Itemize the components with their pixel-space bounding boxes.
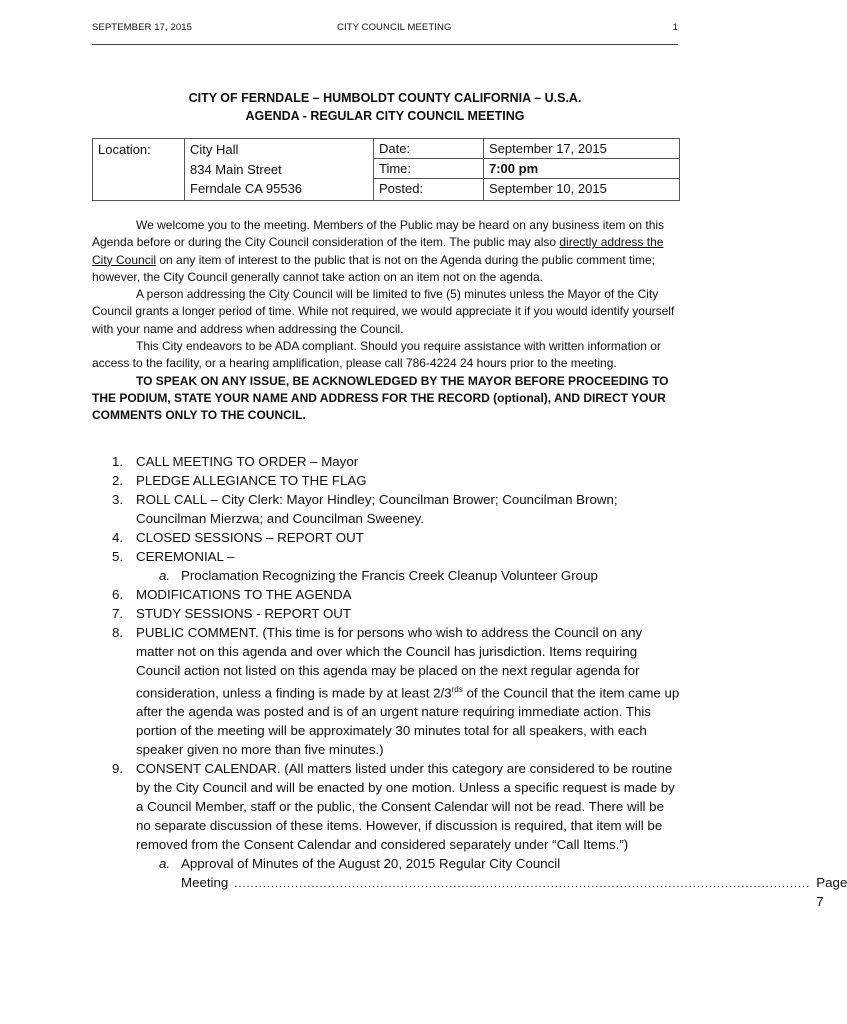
agenda-item-text: STUDY SESSIONS - REPORT OUT xyxy=(136,606,352,621)
agenda-item-number: 2. xyxy=(112,473,124,488)
agenda-item-number: 3. xyxy=(112,492,124,507)
header-divider xyxy=(92,44,678,45)
intro-paragraph-welcome xyxy=(92,217,682,286)
agenda-item-text: PLEDGE ALLEGIANCE TO THE FLAG xyxy=(136,473,367,488)
agenda-item-number: 6. xyxy=(112,587,124,602)
agenda-item-superscript: rds xyxy=(451,685,463,694)
location-value xyxy=(185,139,374,201)
agenda-item-text: CALL MEETING TO ORDER – Mayor xyxy=(136,454,359,469)
intro-paragraph-time-limit: A person addressing the City Council will be limited to five (5) minutes unless the Mayor of the City Council grants a longer period of time. While not required, we would appreciate it if you would identify yourself with your name and address when addressing the Council. xyxy=(92,287,675,336)
agenda-item-number: 5. xyxy=(112,549,124,564)
agenda-item xyxy=(92,759,682,854)
agenda-item-number: 4. xyxy=(112,530,124,545)
info-values xyxy=(484,139,680,201)
location-line: 834 Main Street xyxy=(190,161,282,177)
agenda-item-number: 9. xyxy=(112,761,124,777)
agenda-item xyxy=(92,471,682,490)
intro-paragraph-speaking-rules: TO SPEAK ON ANY ISSUE, BE ACKNOWLEDGED BY THE MAYOR BEFORE PROCEEDING TO THE PODIUM, STATE YOUR NAME AND ADDRESS FOR THE RECORD (optional), AND DIRECT YOUR COMMENTS ONLY TO THE COUNCIL. xyxy=(92,373,669,423)
agenda-item-number: 8. xyxy=(112,625,124,640)
agenda-subitem-leader-line xyxy=(181,873,847,911)
agenda-item-text: CEREMONIAL – xyxy=(136,549,235,564)
agenda-item xyxy=(92,604,682,623)
intro-text: We welcome you to the meeting. Members of the Public may be heard on any business item on this Agenda before or during the City Council consideration of the item. The public may also xyxy=(92,218,665,250)
agenda-item-number: 1. xyxy=(112,454,124,469)
agenda-list xyxy=(92,452,847,911)
agenda-item xyxy=(92,528,682,547)
agenda-subitem xyxy=(92,566,682,585)
agenda-subitem-text: Meeting xyxy=(181,875,229,891)
agenda-item-number: 7. xyxy=(112,606,124,621)
date-label: Date: xyxy=(374,139,483,159)
page-header xyxy=(92,22,678,36)
agenda-subitem xyxy=(92,854,847,911)
info-labels xyxy=(374,139,484,201)
page-reference: Page 7 xyxy=(816,875,847,910)
header-page-number: 1 xyxy=(672,22,678,33)
agenda-item xyxy=(92,547,682,566)
agenda-item-text: of the Council that the item came up after the agenda was posted and is of an urgent nature requiring immediate action. This portion of the meeting will be approximately 30 minutes total for all speakers, with each speaker given no more than five minutes.) xyxy=(136,685,680,758)
agenda-item xyxy=(92,490,682,528)
agenda-item-text: CONSENT CALENDAR. (All matters listed under this category are considered to be routine by the City Council and will be enacted by one motion. Unless a specific request is made by a Council Member, staff or the public, the Consent Calendar will not be read. There will be no separate discussion of these items. However, if discussion is required, that item will be removed from the Consent Calendar and considered separately under “Call Items.”) xyxy=(136,761,675,853)
agenda-item-text: CLOSED SESSIONS – REPORT OUT xyxy=(136,530,364,545)
agenda-subitem-text: Approval of Minutes of the August 20, 2015 Regular City Council xyxy=(181,856,561,872)
agenda-item-text: PUBLIC COMMENT. (This time is for persons who wish to address the Council on any matter not on this agenda and over which the Council has jurisdiction. Items requiring Council action not listed on this agenda may be placed on the next regular agenda for consideration, unless a finding is made by at least 2/3 xyxy=(136,625,643,701)
document-title: CITY OF FERNDALE – HUMBOLDT COUNTY CALIFORNIA – U.S.A. xyxy=(188,91,582,105)
intro-section xyxy=(92,217,682,425)
meeting-info-table xyxy=(92,138,680,201)
document-subtitle: AGENDA - REGULAR CITY COUNCIL MEETING xyxy=(245,109,525,123)
intro-underlined-text: directly address the City Council xyxy=(92,235,664,267)
date-value: September 17, 2015 xyxy=(484,139,679,159)
agenda-subitem-letter: a. xyxy=(159,568,171,583)
time-value: 7:00 pm xyxy=(484,159,679,179)
posted-value: September 10, 2015 xyxy=(489,181,607,196)
location-line: City Hall xyxy=(190,142,239,157)
agenda-item-text: MODIFICATIONS TO THE AGENDA xyxy=(136,587,352,602)
location-label: Location: xyxy=(93,139,185,201)
agenda-subitem-letter: a. xyxy=(159,856,171,872)
agenda-item-text: ROLL CALL – City Clerk: Mayor Hindley; Councilman Brower; Councilman Brown; Councilman Mierzwa; and Councilman Sweeney. xyxy=(136,492,618,526)
leader-dots: .............................................................................................................................................. xyxy=(234,878,811,891)
intro-text: on any item of interest to the public that is not on the Agenda during the public comment time; however, the City Council generally cannot take action on an item not on the agenda. xyxy=(92,252,655,284)
agenda-subitem-text: Proclamation Recognizing the Francis Creek Cleanup Volunteer Group xyxy=(181,568,598,583)
time-label: Time: xyxy=(374,159,483,179)
header-title: CITY COUNCIL MEETING xyxy=(337,22,452,33)
agenda-item xyxy=(92,623,682,759)
agenda-item xyxy=(92,585,682,604)
location-line: Ferndale CA 95536 xyxy=(190,181,303,196)
intro-paragraph-ada: This City endeavors to be ADA compliant. Should you require assistance with written information or access to the facility, or a hearing amplification, please call 786-4224 24 hours prior to the meeting. xyxy=(92,339,661,371)
agenda-item xyxy=(92,452,682,471)
header-date: SEPTEMBER 17, 2015 xyxy=(92,22,193,33)
posted-label: Posted: xyxy=(379,181,424,196)
